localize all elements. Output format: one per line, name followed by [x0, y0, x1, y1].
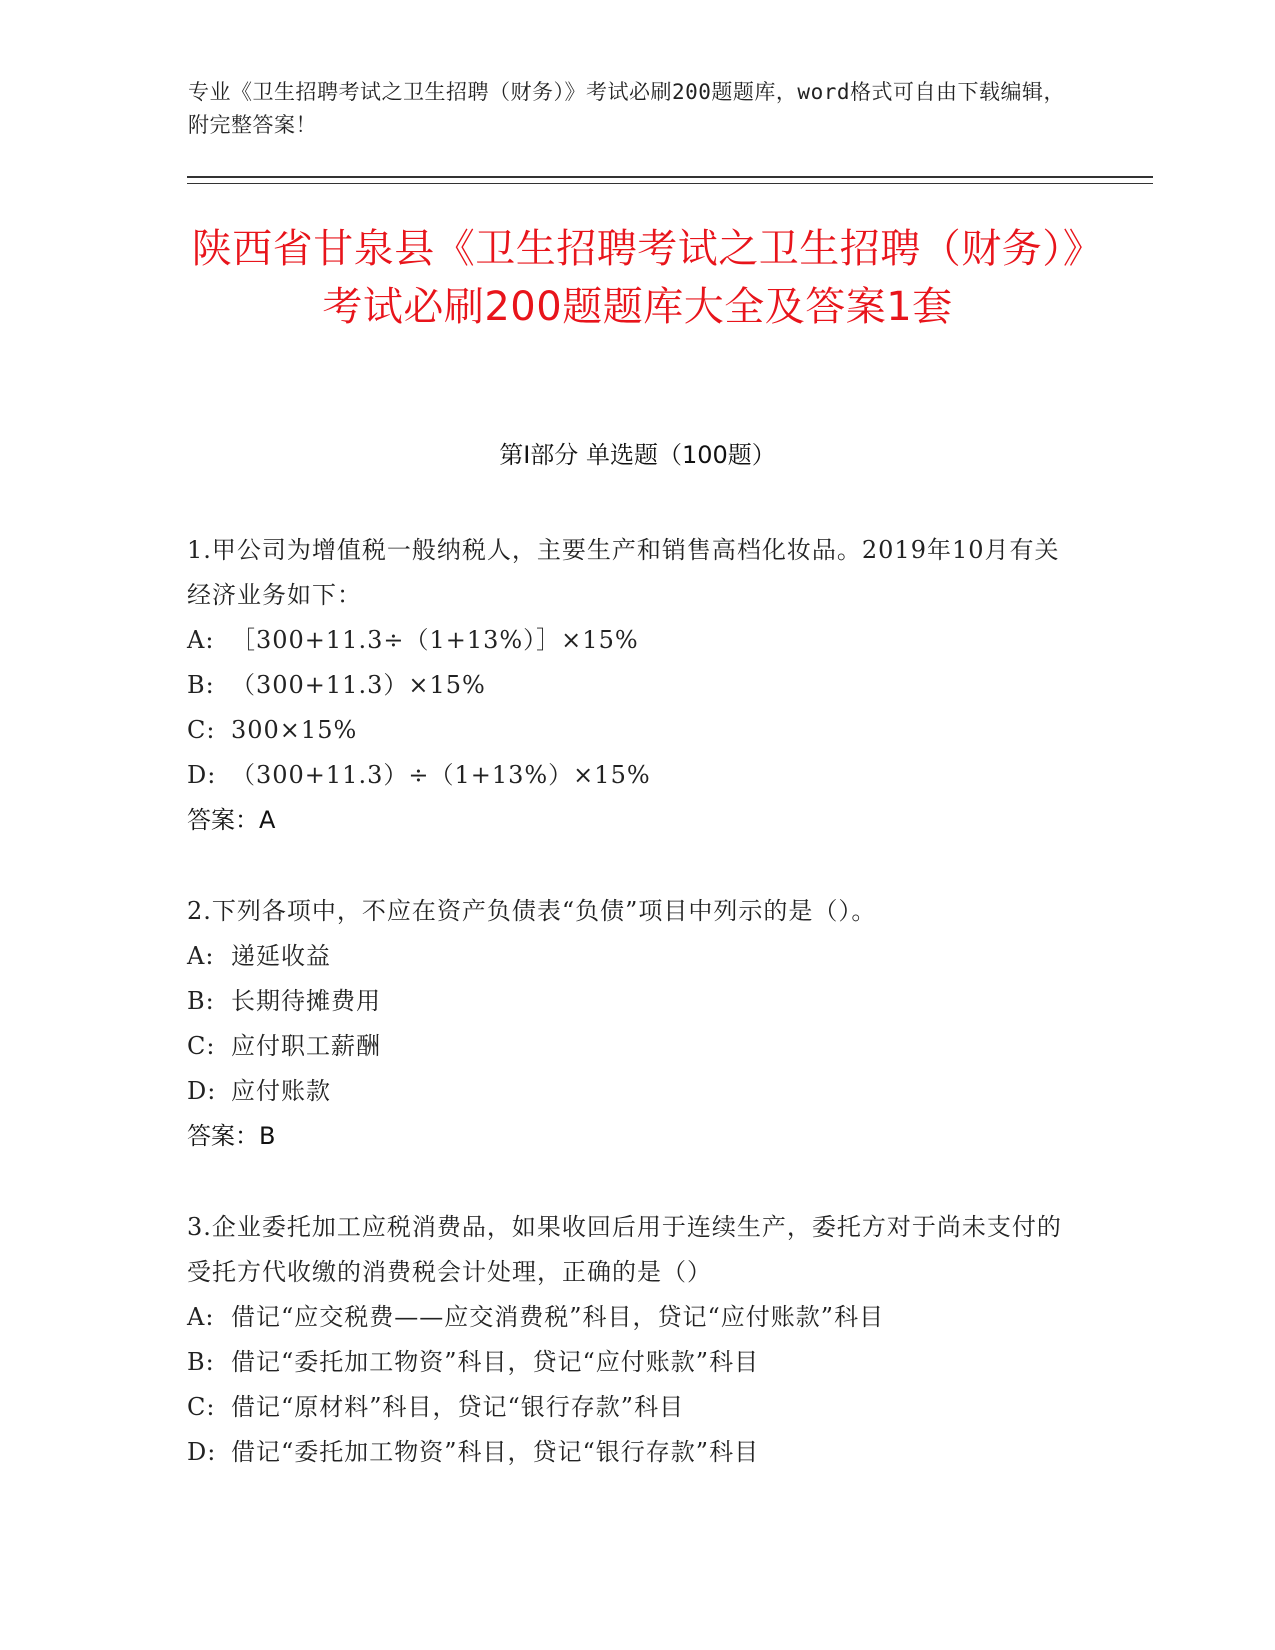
- option-letter: B:: [187, 671, 215, 699]
- header-note: 专业《卫生招聘考试之卫生招聘（财务）》考试必刷200题题库，word格式可自由下载编辑，附完整答案！: [188, 80, 1065, 137]
- header-rule-thin: [187, 183, 1153, 184]
- answer-line: 答案：B: [187, 1122, 276, 1150]
- header-rule-thick: [187, 176, 1153, 178]
- option-text: 借记“委托加工物资”科目，贷记“应付账款”科目: [231, 1348, 760, 1376]
- option-text: 应付职工薪酬: [231, 1032, 381, 1060]
- question-3: [187, 1205, 1067, 1475]
- option-letter: D:: [187, 1077, 217, 1105]
- document-title: 陕西省甘泉县《卫生招聘考试之卫生招聘（财务）》考试必刷200题题库大全及答案1套: [191, 226, 1084, 330]
- answer-line: 答案：A: [187, 806, 276, 834]
- question-stem: 1.甲公司为增值税一般纳税人，主要生产和销售高档化妆品。2019年10月有关经济业务如下：: [187, 536, 1060, 609]
- section-heading: 第I部分 单选题（100题）: [499, 441, 776, 469]
- option-a: [187, 934, 1067, 979]
- question-stem: 3.企业委托加工应税消费品，如果收回后用于连续生产，委托方对于尚未支付的受托方代收缴的消费税会计处理，正确的是（）: [187, 1213, 1062, 1286]
- option-text: 递延收益: [231, 942, 331, 970]
- option-text: 应付账款: [231, 1077, 331, 1105]
- option-letter: C:: [187, 716, 216, 744]
- option-letter: A:: [187, 942, 215, 970]
- option-a: [187, 618, 1067, 663]
- option-letter: D:: [187, 1438, 217, 1466]
- option-c: [187, 708, 1067, 753]
- option-letter: C:: [187, 1032, 216, 1060]
- option-b: [187, 979, 1067, 1024]
- option-c: [187, 1024, 1067, 1069]
- option-text: 借记“应交税费——应交消费税”科目，贷记“应付账款”科目: [231, 1303, 885, 1331]
- option-text: （300+11.3）÷（1+13%）×15%: [231, 761, 651, 789]
- option-text: 借记“原材料”科目，贷记“银行存款”科目: [231, 1393, 685, 1421]
- option-letter: A:: [187, 626, 215, 654]
- option-d: [187, 1430, 1067, 1475]
- question-list: [187, 528, 1067, 1521]
- option-text: ［300+11.3÷（1+13%）］×15%: [231, 626, 639, 654]
- question-1: [187, 528, 1067, 843]
- option-a: [187, 1295, 1067, 1340]
- option-letter: D:: [187, 761, 217, 789]
- option-text: （300+11.3）×15%: [231, 671, 486, 699]
- option-b: [187, 663, 1067, 708]
- option-letter: B:: [187, 987, 215, 1015]
- option-letter: A:: [187, 1303, 215, 1331]
- option-c: [187, 1385, 1067, 1430]
- option-letter: C:: [187, 1393, 216, 1421]
- option-text: 长期待摊费用: [231, 987, 381, 1015]
- option-letter: B:: [187, 1348, 215, 1376]
- question-stem: 2.下列各项中，不应在资产负债表“负债”项目中列示的是（）。: [187, 897, 877, 925]
- option-d: [187, 1069, 1067, 1114]
- question-2: [187, 889, 1067, 1159]
- option-d: [187, 753, 1067, 798]
- option-text: 300×15%: [231, 716, 358, 744]
- option-b: [187, 1340, 1067, 1385]
- option-text: 借记“委托加工物资”科目，贷记“银行存款”科目: [231, 1438, 760, 1466]
